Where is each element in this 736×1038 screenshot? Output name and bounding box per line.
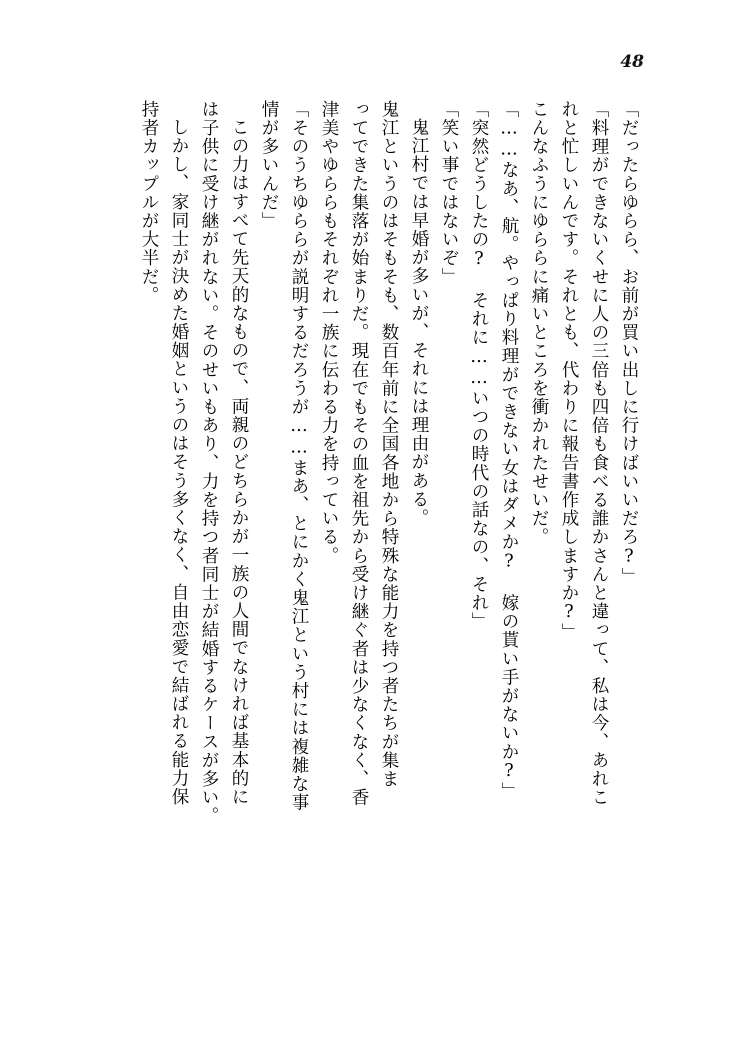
text-line: 鬼江村では早婚が多いが、それには理由がある。	[409, 118, 429, 528]
text-line: ってできた集落が始まりだ。現在でもその血を祖先から受け継ぐ者は少なくなく、香	[349, 100, 369, 807]
text-line: 鬼江というのはそもそも、数百年前に全国各地から特殊な能力を持つ者たちが集ま	[379, 100, 399, 789]
text-line: 情が多いんだ」	[259, 100, 279, 231]
page-number: 48	[620, 52, 644, 72]
text-line: は子供に受け継がれない。そのせいもあり、力を持つ者同士が結婚するケースが多い。	[199, 100, 219, 826]
text-line: 「笑い事ではないぞ」	[439, 100, 459, 286]
text-line: 持者カップルが大半だ。	[139, 100, 159, 305]
text-line: 「そのうちゆららが説明するだろうが……まあ、とにかく鬼江という村には複雑な事	[289, 100, 309, 812]
text-line: 「……なあ、航。やっぱり料理ができない女はダメか? 嫁の貰い手がないか?」	[499, 100, 519, 801]
page-text-body	[64, 100, 644, 960]
text-line: れと忙しいんです。それとも、代わりに報告書作成しますか?」	[559, 100, 579, 642]
text-line: こんなふうにゆららに痛いところを衝かれたせいだ。	[529, 100, 549, 547]
text-line: 「突然どうしたの? それに……いつの時代の話なの、それ」	[469, 100, 489, 631]
text-line: 津美やゆららもそれぞれ一族に伝わる力を持っている。	[319, 100, 339, 565]
text-line: 「料理ができないくせに人の三倍も四倍も食べる誰かさんと違って、私は今、あれこ	[589, 100, 609, 807]
text-line: しかし、家同士が決めた婚姻というのはそう多くなく、自由恋愛で結ばれる能力保	[169, 118, 189, 807]
text-line: この力はすべて先天的なもので、両親のどちらかが一族の人間でなければ基本的に	[229, 118, 249, 807]
text-line: 「だったらゆらら、お前が買い出しに行けばいいだろ?」	[619, 100, 639, 587]
